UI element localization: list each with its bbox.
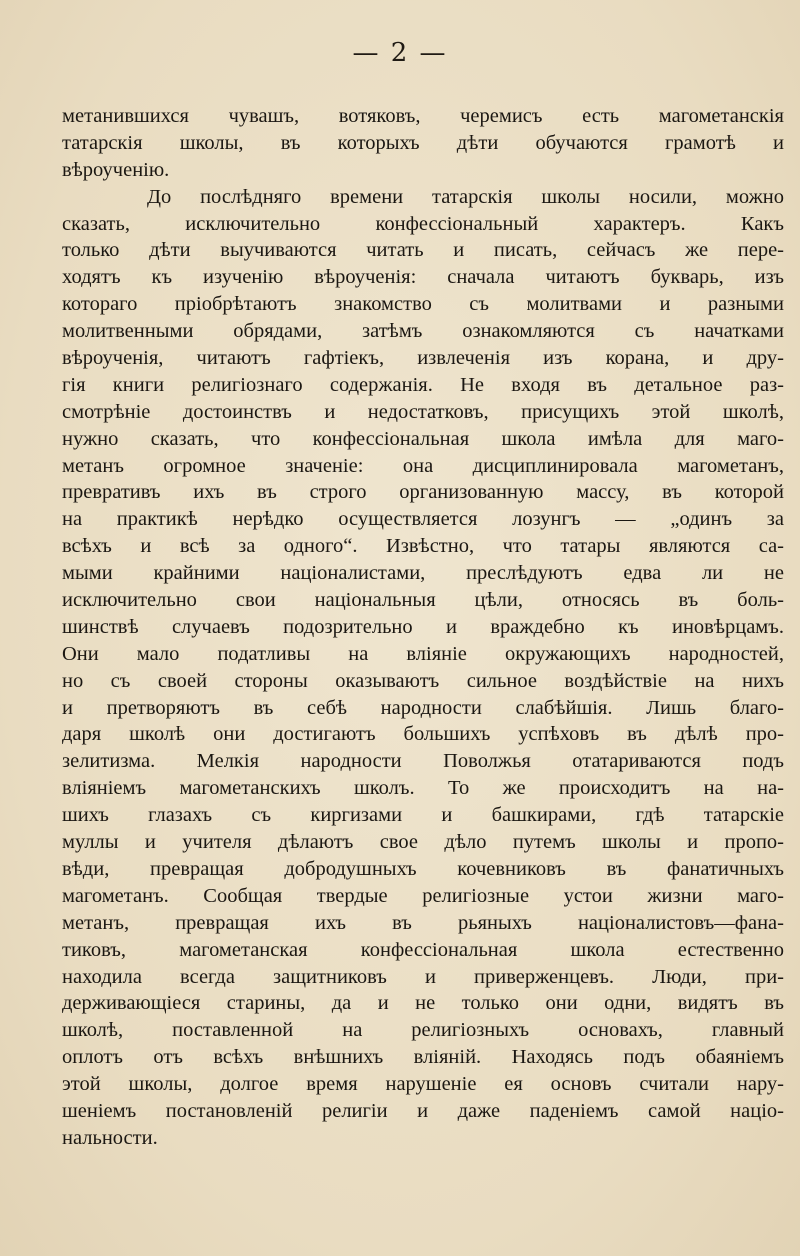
text-line: татарскія школы, въ которыхъ дѣти обучаются грамотѣ и [62,131,784,154]
text-line: муллы и учителя дѣлаютъ свое дѣло путемъ школы и пропо- [62,831,784,854]
text-line: держивающіеся старины, да и не только они одни, видятъ въ [62,992,784,1015]
text-line: только дѣти выучиваются читать и писать, сейчасъ же пере- [62,239,784,262]
text-line: шихъ глазахъ съ киргизами и башкирами, гдѣ татарскіе [62,804,784,827]
text-line: даря школѣ они достигаютъ большихъ успѣховъ въ дѣлѣ про- [62,723,784,746]
text-line: вѣроученію. [62,158,170,181]
text-line: тиковъ, магометанская конфессіональная школа естественно [62,938,784,961]
text-line: находила всегда защитниковъ и приверженцевъ. Люди, при- [62,965,784,988]
body-text [62,103,784,1152]
text-line: превративъ ихъ въ строго организованную массу, въ которой [62,481,784,504]
text-line: гія книги религіознаго содержанія. Не входя въ детальное раз- [62,373,784,396]
text-line: вѣроученія, читаютъ гафтіекъ, извлеченія изъ корана, и дру- [62,347,784,370]
text-line: метанъ, превращая ихъ въ рьяныхъ націоналистовъ—фана- [62,911,784,934]
text-line: молитвенными обрядами, затѣмъ ознакомляются съ начатками [62,320,784,343]
text-line: этой школы, долгое время нарушеніе ея основъ считали нару- [62,1073,784,1096]
text-line: вліяніемъ магометанскихъ школъ. То же происходитъ на на- [62,777,784,800]
text-line: зелитизма. Мелкія народности Поволжья отатариваются подъ [62,750,784,773]
text-line: на практикѣ нерѣдко осуществляется лозунгъ — „одинъ за [62,508,784,531]
text-line: нужно сказать, что конфессіональная школа имѣла для маго- [62,427,784,450]
text-line: Они мало податливы на вліяніе окружающихъ народностей, [62,642,784,665]
text-line: До послѣдняго времени татарскія школы носили, можно [147,185,784,208]
text-line: исключительно свои національныя цѣли, относясь въ боль- [62,589,784,612]
text-line: всѣхъ и всѣ за одного“. Извѣстно, что татары являются са- [62,535,784,558]
text-line: нальности. [62,1126,158,1149]
text-line: оплотъ отъ всѣхъ внѣшнихъ вліяній. Находясь подъ обаяніемъ [62,1046,784,1069]
text-line: и претворяютъ въ себѣ народности слабѣйшія. Лишь благо- [62,696,784,719]
text-line: магометанъ. Сообщая твердые религіозные устои жизни маго- [62,884,784,907]
text-line: школѣ, поставленной на религіозныхъ основахъ, главный [62,1019,784,1042]
text-line: шеніемъ постановленій религіи и даже паденіемъ самой націо- [62,1099,784,1122]
text-line: смотрѣніе достоинствъ и недостатковъ, присущихъ этой школѣ, [62,400,784,423]
page-number: — 2 — [352,38,448,68]
text-line: шинствѣ случаевъ подозрительно и враждебно къ иновѣрцамъ. [62,615,784,638]
text-line: метанившихся чувашъ, вотяковъ, черемисъ есть магометанскія [62,105,784,127]
text-line: сказать, исключительно конфессіональный характеръ. Какъ [62,212,784,235]
text-line: вѣди, превращая добродушныхъ кочевниковъ въ фанатичныхъ [62,857,784,880]
text-line: мыми крайними націоналистами, преслѣдуютъ едва ли не [62,562,784,585]
text-line: ходятъ къ изученію вѣроученія: сначала читаютъ букварь, изъ [62,266,784,289]
text-line: котораго пріобрѣтаютъ знакомство съ молитвами и разными [62,293,784,316]
text-line: но съ своей стороны оказываютъ сильное воздѣйствіе на нихъ [62,669,784,692]
text-line: метанъ огромное значеніе: она дисциплинировала магометанъ, [62,454,784,477]
